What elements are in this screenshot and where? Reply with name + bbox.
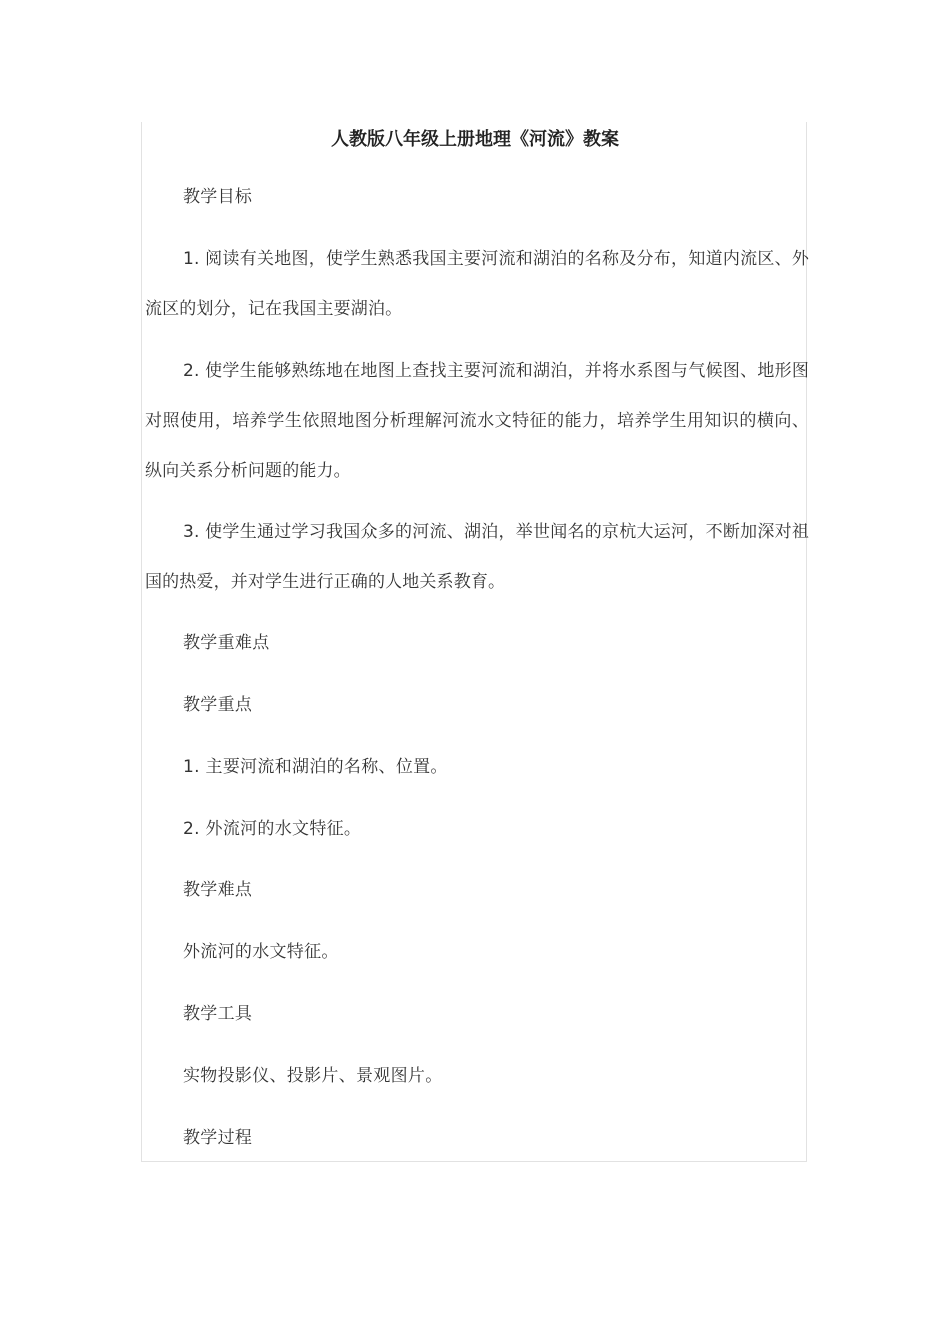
goal-paragraph-1: 1. 阅读有关地图，使学生熟悉我国主要河流和湖泊的名称及分布，知道内流区、外流区的划分，记在我国主要湖泊。 xyxy=(145,249,809,319)
document-title: 人教版八年级上册地理《河流》教案 xyxy=(331,129,619,150)
document-frame xyxy=(141,122,807,1162)
section-heading-key: 教学重点 xyxy=(183,695,253,715)
goal-paragraph-3: 3. 使学生通过学习我国众多的河流、湖泊，举世闻名的京杭大运河，不断加深对祖国的热爱，并对学生进行正确的人地关系教育。 xyxy=(145,522,809,592)
goal-paragraph-2: 2. 使学生能够熟练地在地图上查找主要河流和湖泊，并将水系图与气候图、地形图对照使用，培养学生依照地图分析理解河流水文特征的能力，培养学生用知识的横向、纵向关系分析问题的能力。 xyxy=(145,361,809,481)
section-heading-difficult: 教学难点 xyxy=(183,880,253,900)
tools-text: 实物投影仪、投影片、景观图片。 xyxy=(183,1066,443,1086)
section-heading-key-difficult: 教学重难点 xyxy=(183,633,270,653)
section-heading-tools: 教学工具 xyxy=(183,1004,253,1024)
section-heading-process: 教学过程 xyxy=(183,1128,253,1148)
section-heading-goals: 教学目标 xyxy=(183,187,253,207)
key-point-1: 1. 主要河流和湖泊的名称、位置。 xyxy=(183,757,448,777)
difficult-point-1: 外流河的水文特征。 xyxy=(183,942,339,962)
key-point-2: 2. 外流河的水文特征。 xyxy=(183,819,362,839)
